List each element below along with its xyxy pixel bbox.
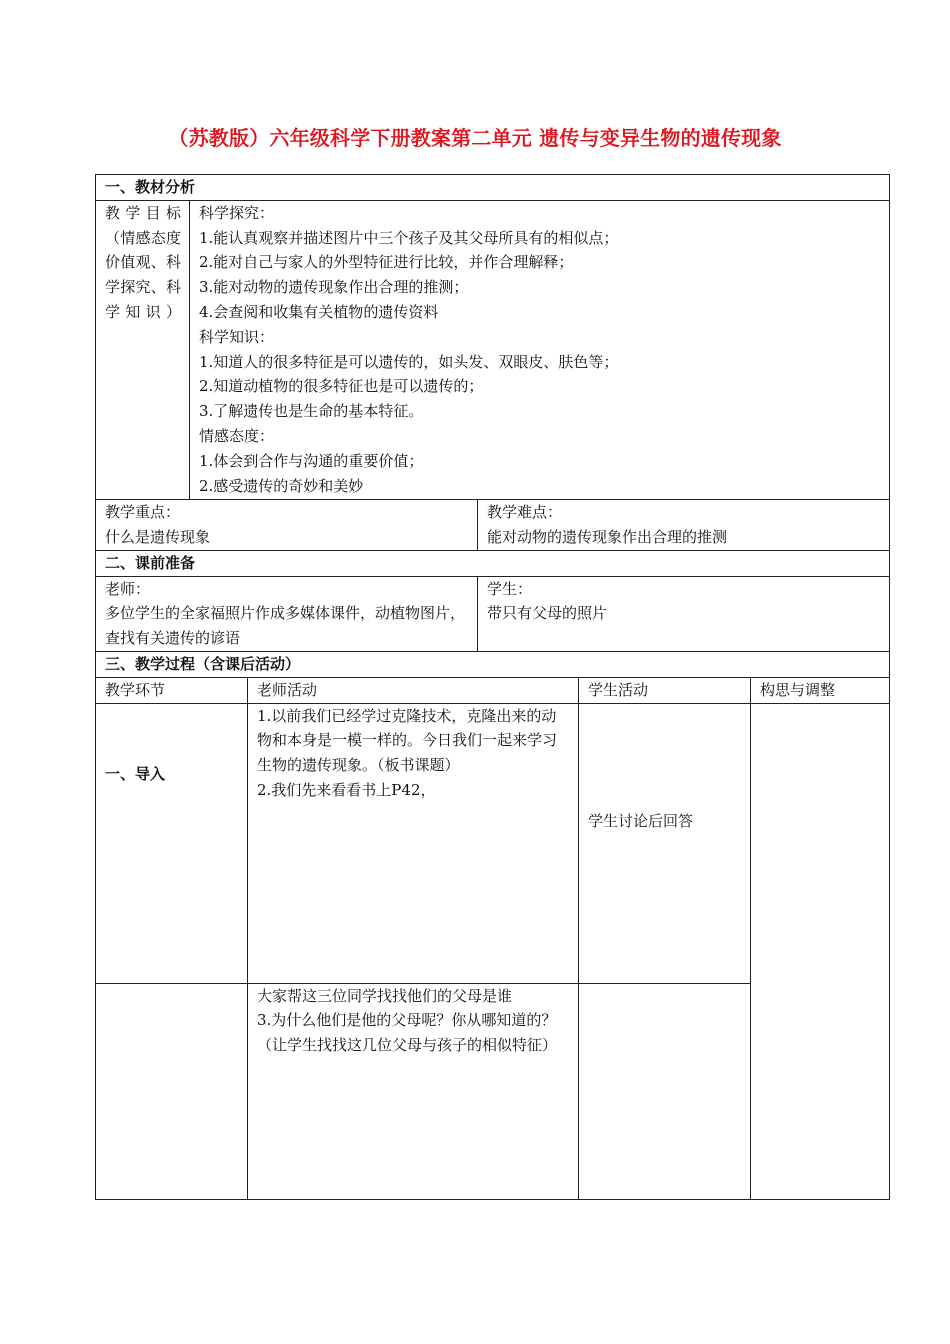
objective-line: 1.知道人的很多特征是可以遗传的，如头发、双眼皮、肤色等； [199,352,619,371]
objective-line: 1.能认真观察并描述图片中三个孩子及其父母所具有的相似点； [199,228,619,247]
objective-line: 3.了解遗传也是生命的基本特征。 [199,402,424,421]
objective-line: 4.会查阅和收集有关植物的遗传资料 [199,302,439,321]
process-header-stage: 教学环节 [96,677,248,703]
teacher-activity-line: 2.我们先来看看书上P42， [257,780,436,799]
stage-cell-empty [96,983,248,1199]
objectives-content [190,200,890,499]
objective-line: 2.能对自己与家人的外型特征进行比较，并作合理解释； [199,253,574,272]
stage-label: 一、导入 [105,764,166,783]
objective-line: 科学知识： [199,327,275,346]
student-activity-cell [579,703,751,983]
student-prep-text: 带只有父母的照片 [487,604,608,623]
teacher-activity-line: 1.以前我们已经学过克隆技术，克隆出来的动物和本身是一模一样的。今日我们一起来学习生物的遗传现象。（板书课题） [257,706,558,775]
teacher-prep-cell [96,576,478,651]
objective-line: 情感态度： [199,426,275,445]
process-header-notes: 构思与调整 [751,677,890,703]
stage-cell [96,703,248,983]
document-title: （苏教版）六年级科学下册教案第二单元 遗传与变异生物的遗传现象 [168,126,782,150]
objective-line: 1.体会到合作与沟通的重要价值； [199,451,424,470]
notes-cell [751,703,890,1199]
objective-line: 科学探究： [199,203,275,222]
student-prep-cell [478,576,890,651]
objectives-label: 教学目标（情感态度价值观、科学探究、科学知识） [96,200,190,499]
section-heading-prep: 二、课前准备 [96,550,890,576]
teacher-activity-cell [248,703,579,983]
teaching-focus-cell [96,499,478,550]
student-activity-cell-empty [579,983,751,1199]
teaching-focus-text: 什么是遗传现象 [105,527,211,546]
teacher-activity-cell [248,983,579,1199]
teacher-activity-line: 3.为什么他们是他的父母呢？你从哪知道的？（让学生找找这几位父母与孩子的相似特征） [257,1011,558,1055]
process-header-student: 学生活动 [579,677,751,703]
student-activity-text: 学生讨论后回答 [588,811,694,830]
process-header-teacher: 老师活动 [248,677,579,703]
objective-line: 2.感受遗传的奇妙和美妙 [199,476,364,495]
teaching-difficulty-text: 能对动物的遗传现象作出合理的推测 [487,527,728,546]
section-heading-process: 三、教学过程（含课后活动） [96,651,890,677]
teacher-prep-label: 老师： [105,579,151,598]
section-heading-analysis: 一、教材分析 [96,175,890,201]
lesson-plan-table [95,174,889,1200]
teaching-focus-label: 教学重点： [105,502,181,521]
teacher-prep-text: 多位学生的全家福照片作成多媒体课件，动植物图片，查找有关遗传的谚语 [105,604,466,648]
analysis-table [95,174,890,678]
process-table [95,677,890,1200]
teaching-difficulty-cell [478,499,890,550]
student-prep-label: 学生： [487,579,533,598]
teaching-difficulty-label: 教学难点： [487,502,563,521]
objective-line: 2.知道动植物的很多特征也是可以遗传的； [199,377,484,396]
objective-line: 3.能对动物的遗传现象作出合理的推测； [199,278,469,297]
teacher-activity-line: 大家帮这三位同学找找他们的父母是谁 [257,986,513,1005]
